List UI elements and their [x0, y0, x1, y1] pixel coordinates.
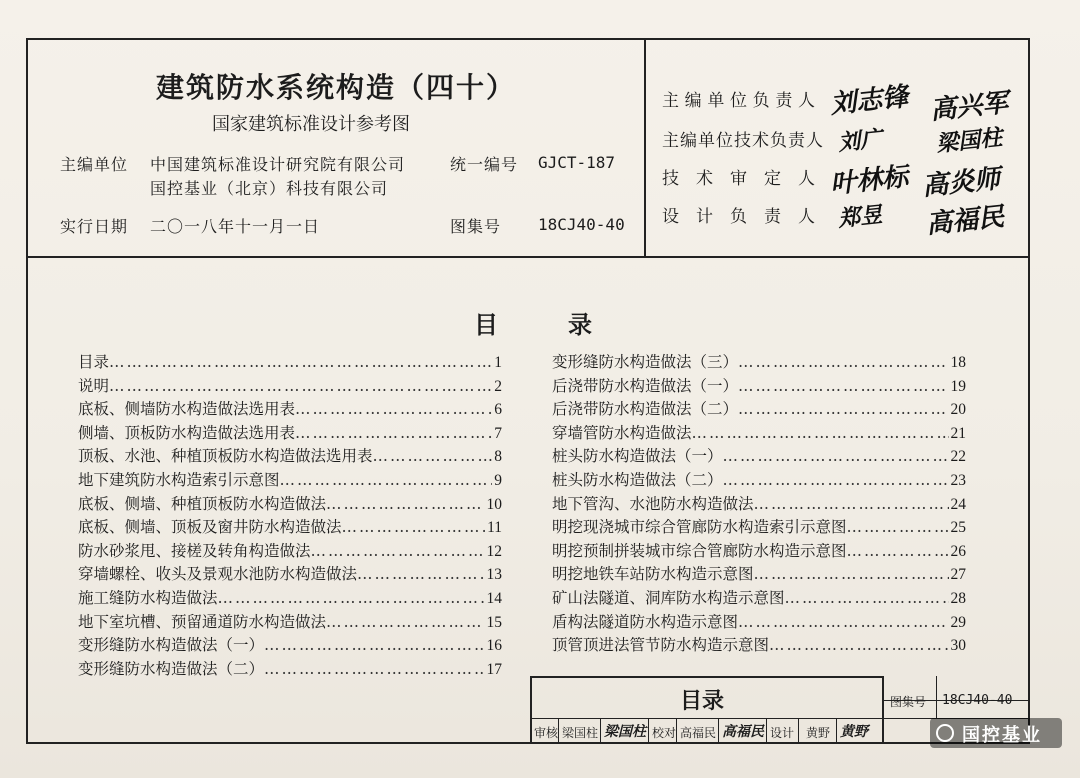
- title-block-cell-divider: [718, 718, 719, 744]
- unified-no-label: 统一编号: [450, 155, 519, 174]
- atlas-title: 建筑防水系统构造（四十）: [156, 71, 517, 104]
- toc-item[interactable]: 桩头防水构造做法（二） …………………………………………………………………………………………………………………… 23: [552, 469, 966, 493]
- toc-item[interactable]: 地下室坑槽、预留通道防水构造做法 …………………………………………………………………………………………………………………… 15: [78, 611, 502, 635]
- title-block-cell-divider: [676, 718, 677, 744]
- editor-unit-label: 主编单位: [60, 155, 129, 174]
- title-block-cell-divider: [600, 718, 601, 744]
- responsible-role: 主编单位技术负责人: [662, 131, 824, 151]
- toc-item[interactable]: 施工缝防水构造做法 …………………………………………………………………………………………………………………… 14: [78, 587, 502, 611]
- handwritten-signature: 刘志锋: [828, 81, 910, 120]
- toc-heading-right: 录: [568, 310, 592, 339]
- date-value: 二〇一八年十一月一日: [150, 217, 321, 236]
- toc-list-left: [78, 351, 502, 681]
- toc-item[interactable]: 变形缝防水构造做法（一） …………………………………………………………………………………………………………………… 16: [78, 634, 502, 658]
- toc-item[interactable]: 目录 …………………………………………………………………………………………………………………… 1: [78, 351, 502, 375]
- check-signature: 高福民: [722, 724, 764, 740]
- toc-item[interactable]: 后浇带防水构造做法（二） …………………………………………………………………………………………………………………… 20: [552, 398, 966, 422]
- toc-item[interactable]: 穿墙螺栓、收头及景观水池防水构造做法 …………………………………………………………………………………………………………………… 13: [78, 563, 502, 587]
- design-label: 设计: [770, 726, 795, 740]
- handwritten-signature: 郑昱: [836, 201, 884, 233]
- wechat-icon: [936, 724, 954, 742]
- design-name: 黄野: [806, 726, 831, 740]
- toc-item[interactable]: 后浇带防水构造做法（一） …………………………………………………………………………………………………………………… 19: [552, 375, 966, 399]
- date-label: 实行日期: [60, 217, 129, 236]
- unified-no: GJCT-187: [538, 153, 616, 172]
- toc-item[interactable]: 盾构法隧道防水构造示意图 …………………………………………………………………………………………………………………… 29: [552, 611, 966, 635]
- review-name: 梁国柱: [562, 726, 599, 740]
- responsible-role: 技术审定人: [662, 169, 816, 189]
- title-block-divider: [936, 676, 937, 718]
- toc-item[interactable]: 底板、侧墙、种植顶板防水构造做法 …………………………………………………………………………………………………………………… 10: [78, 493, 502, 517]
- header-divider-horizontal: [26, 256, 1030, 258]
- toc-item[interactable]: 变形缝防水构造做法（三） …………………………………………………………………………………………………………………… 18: [552, 351, 966, 375]
- header-divider-vertical: [644, 38, 646, 258]
- review-label: 审核: [534, 726, 559, 740]
- atlas-subtitle: 国家建筑标准设计参考图: [212, 114, 410, 135]
- handwritten-signature: 梁国柱: [934, 124, 1004, 158]
- toc-item[interactable]: 侧墙、顶板防水构造做法选用表 …………………………………………………………………………………………………………………… 7: [78, 422, 502, 446]
- toc-item[interactable]: 穿墙管防水构造做法 …………………………………………………………………………………………………………………… 21: [552, 422, 966, 446]
- toc-item[interactable]: 顶板、水池、种植顶板防水构造做法选用表 …………………………………………………………………………………………………………………… 8: [78, 445, 502, 469]
- handwritten-signature: 叶林标: [828, 161, 910, 200]
- toc-item[interactable]: 底板、侧墙、顶板及窗井防水构造做法 …………………………………………………………………………………………………………………… 11: [78, 516, 502, 540]
- title-block-divider: [882, 676, 884, 744]
- title-block-title: 目录: [680, 688, 725, 714]
- toc-item[interactable]: 桩头防水构造做法（一） …………………………………………………………………………………………………………………… 22: [552, 445, 966, 469]
- toc-item[interactable]: 明挖现浇城市综合管廊防水构造索引示意图 …………………………………………………………………………………………………………………… 25: [552, 516, 966, 540]
- toc-item[interactable]: 说明 …………………………………………………………………………………………………………………… 2: [78, 375, 502, 399]
- title-block-cell-divider: [558, 718, 559, 744]
- responsible-role: 设计负责人: [662, 207, 816, 227]
- atlas-no-label: 图集号: [450, 217, 502, 236]
- editor-unit-2: 国控基业（北京）科技有限公司: [150, 179, 389, 198]
- toc-item[interactable]: 防水砂浆甩、接槎及转角构造做法 …………………………………………………………………………………………………………………… 12: [78, 540, 502, 564]
- handwritten-signature: 刘广: [836, 125, 884, 157]
- toc-item[interactable]: 底板、侧墙防水构造做法选用表 …………………………………………………………………………………………………………………… 6: [78, 398, 502, 422]
- title-block-cell-divider: [766, 718, 767, 744]
- check-name: 高福民: [680, 726, 717, 740]
- watermark-text: 国控基业: [962, 725, 1042, 746]
- toc-item[interactable]: 矿山法隧道、洞库防水构造示意图 …………………………………………………………………………………………………………………… 28: [552, 587, 966, 611]
- responsible-role: 主编单位负责人: [662, 91, 816, 111]
- title-block-cell-divider: [648, 718, 649, 744]
- editor-unit-1: 中国建筑标准设计研究院有限公司: [150, 155, 406, 174]
- design-signature: 黄野: [840, 724, 868, 740]
- toc-heading-left: 目: [474, 310, 498, 339]
- handwritten-signature: 高兴军: [928, 87, 1010, 126]
- title-block-cell-divider: [798, 718, 799, 744]
- toc-item[interactable]: 地下管沟、水池防水构造做法 …………………………………………………………………………………………………………………… 24: [552, 493, 966, 517]
- review-signature: 梁国柱: [604, 724, 646, 740]
- title-block-cell-divider: [836, 718, 837, 744]
- toc-item[interactable]: 明挖预制拼装城市综合管廊防水构造示意图 …………………………………………………………………………………………………………………… 26: [552, 540, 966, 564]
- toc-item[interactable]: 地下建筑防水构造索引示意图 …………………………………………………………………………………………………………………… 9: [78, 469, 502, 493]
- toc-list-right: [552, 351, 966, 658]
- title-block-atlas-label: 图集号: [890, 695, 927, 709]
- check-label: 校对: [652, 726, 677, 740]
- toc-item[interactable]: 变形缝防水构造做法（二） …………………………………………………………………………………………………………………… 17: [78, 658, 502, 682]
- handwritten-signature: 高福民: [924, 201, 1006, 240]
- atlas-no: 18CJ40-40: [538, 215, 625, 234]
- toc-item[interactable]: 顶管顶进法管节防水构造示意图 …………………………………………………………………………………………………………………… 30: [552, 634, 966, 658]
- title-block-atlas-no: 18CJ40-40: [942, 693, 1013, 708]
- watermark-badge: [930, 718, 1062, 748]
- toc-item[interactable]: 明挖地铁车站防水构造示意图 …………………………………………………………………………………………………………………… 27: [552, 563, 966, 587]
- handwritten-signature: 高炎师: [920, 163, 1002, 202]
